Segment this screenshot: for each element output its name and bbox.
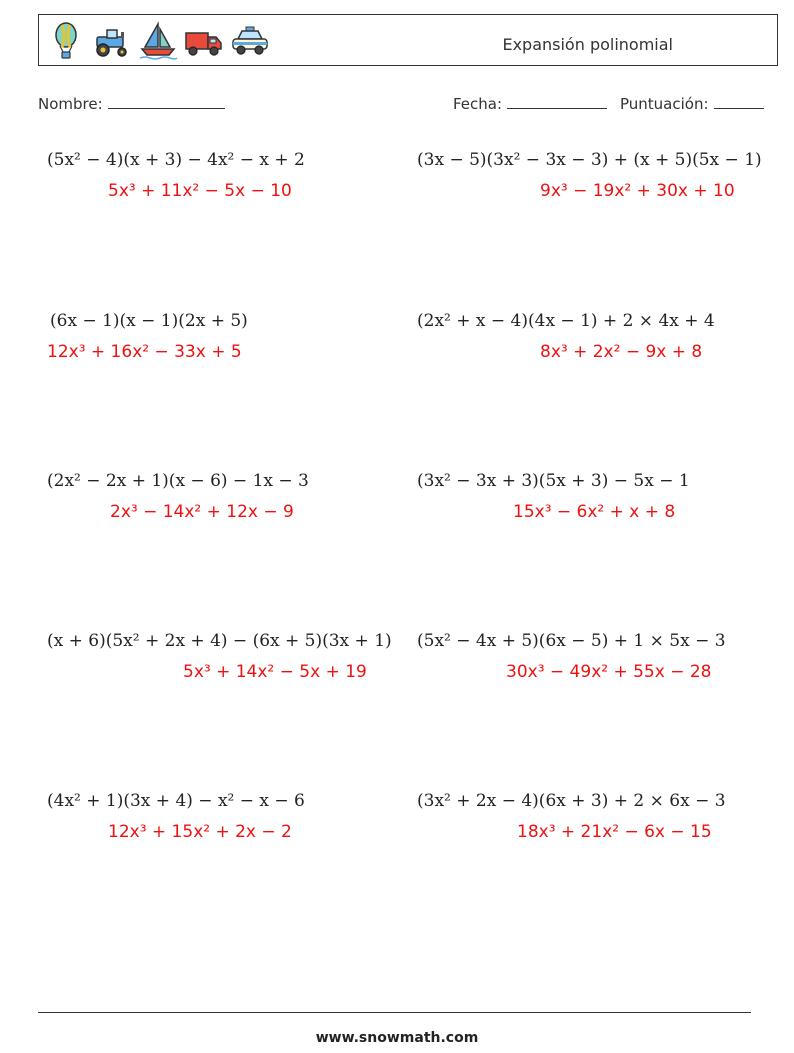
- problem-answer: 5x³ + 14x² − 5x + 19: [183, 662, 367, 682]
- problem-expression: (5x² − 4x + 5)(6x − 5) + 1 × 5x − 3: [417, 631, 726, 651]
- problem-answer: 18x³ + 21x² − 6x − 15: [517, 822, 712, 842]
- hot-air-balloon-icon: [45, 21, 87, 61]
- name-blank[interactable]: [108, 94, 225, 109]
- problem-expression: (x + 6)(5x² + 2x + 4) − (6x + 5)(3x + 1): [47, 631, 392, 651]
- problem-answer: 9x³ − 19x² + 30x + 10: [540, 181, 735, 201]
- problem-answer: 12x³ + 16x² − 33x + 5: [47, 342, 242, 362]
- problem-expression: (4x² + 1)(3x + 4) − x² − x − 6: [47, 791, 305, 811]
- header-icons: [45, 21, 271, 61]
- truck-icon: [183, 21, 225, 61]
- problem-answer: 12x³ + 15x² + 2x − 2: [108, 822, 292, 842]
- problem-answer: 5x³ + 11x² − 5x − 10: [108, 181, 292, 201]
- name-label: Nombre:: [38, 95, 103, 113]
- header-box: [38, 14, 778, 66]
- problem-answer: 8x³ + 2x² − 9x + 8: [540, 342, 703, 362]
- problem-expression: (3x² + 2x − 4)(6x + 3) + 2 × 6x − 3: [417, 791, 726, 811]
- problem-expression: (3x² − 3x + 3)(5x + 3) − 5x − 1: [417, 471, 690, 491]
- date-field: [453, 94, 607, 113]
- footer-divider: [38, 1012, 751, 1013]
- problem-expression: (3x − 5)(3x² − 3x − 3) + (x + 5)(5x − 1): [417, 150, 762, 170]
- problem-answer: 2x³ − 14x² + 12x − 9: [110, 502, 294, 522]
- problem-expression: (6x − 1)(x − 1)(2x + 5): [50, 311, 248, 331]
- problem-answer: 15x³ − 6x² + x + 8: [513, 502, 676, 522]
- problem-answer: 30x³ − 49x² + 55x − 28: [506, 662, 712, 682]
- police-car-icon: [229, 21, 271, 61]
- problem-expression: (5x² − 4)(x + 3) − 4x² − x + 2: [47, 150, 305, 170]
- date-blank[interactable]: [507, 94, 607, 109]
- name-field: [38, 94, 225, 113]
- score-blank[interactable]: [714, 94, 764, 109]
- date-label: Fecha:: [453, 95, 503, 113]
- score-label: Puntuación:: [620, 95, 709, 113]
- problem-expression: (2x² + x − 4)(4x − 1) + 2 × 4x + 4: [417, 311, 715, 331]
- tractor-icon: [91, 21, 133, 61]
- problem-expression: (2x² − 2x + 1)(x − 6) − 1x − 3: [47, 471, 309, 491]
- worksheet-title: Expansión polinomial: [502, 35, 673, 54]
- score-field: [620, 94, 764, 113]
- footer-website[interactable]: www.snowmath.com: [315, 1030, 479, 1046]
- sailboat-icon: [137, 21, 179, 61]
